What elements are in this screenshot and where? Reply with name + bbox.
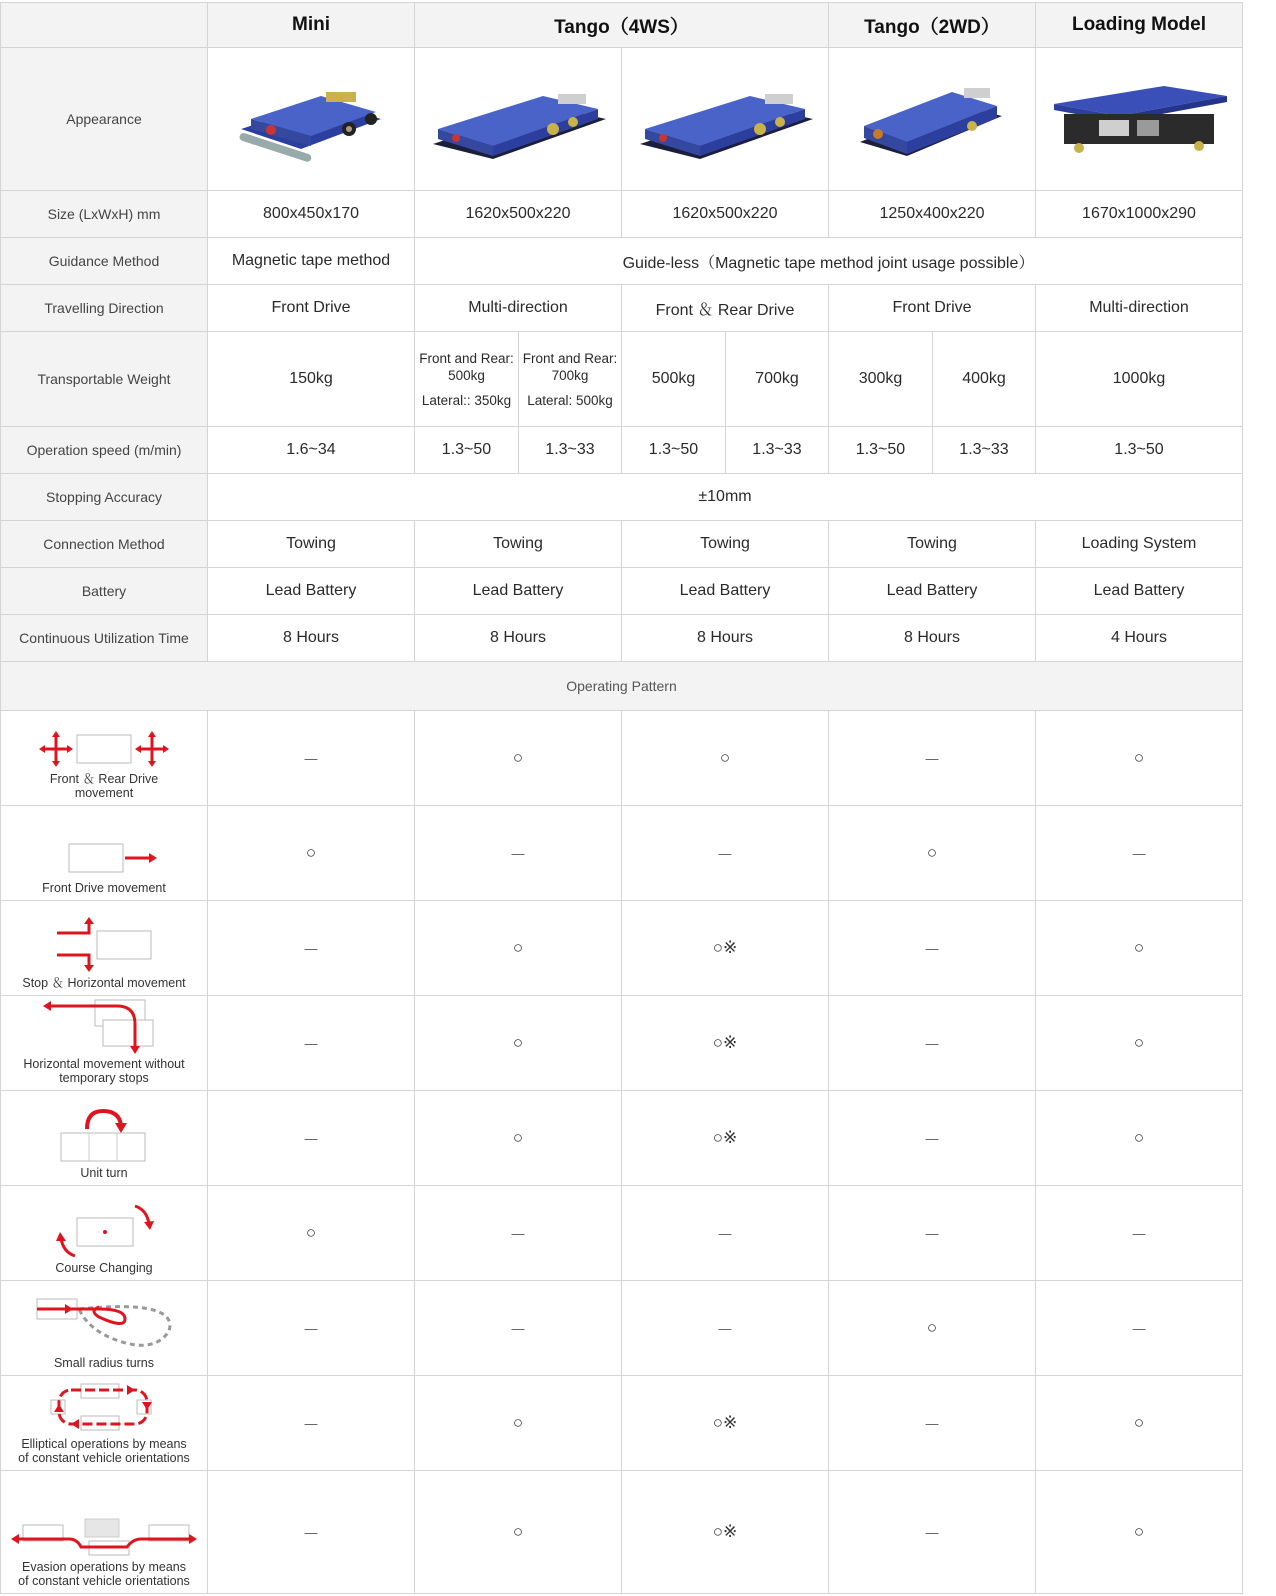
mark-horizontal-no-stop-loading: ○ xyxy=(1035,995,1243,1091)
mark-elliptical-loading: ○ xyxy=(1035,1375,1243,1471)
header-corner xyxy=(0,2,208,48)
direction-loading: Multi-direction xyxy=(1035,284,1243,332)
direction-tango-4ws-b: Front ＆ Rear Drive xyxy=(621,284,829,332)
speed-tango-4ws-1: 1.3~50 xyxy=(414,426,519,474)
label-direction: Travelling Direction xyxy=(0,284,208,332)
small-radius-diagram-icon xyxy=(29,1295,179,1353)
mark-stop-horizontal-tango-2wd: － xyxy=(828,900,1036,996)
weight-tango-4ws-2-bottom: Lateral: 500kg xyxy=(527,392,613,408)
battery-tango-4ws-a: Lead Battery xyxy=(414,567,622,615)
utilization-tango-2wd: 8 Hours xyxy=(828,614,1036,662)
pattern-label: Horizontal movement without temporary stops xyxy=(23,1057,185,1085)
horizontal-no-stop-diagram-icon xyxy=(39,996,169,1054)
connection-tango-4ws-a: Towing xyxy=(414,520,622,568)
robot-mini-image xyxy=(231,74,391,164)
mark-course-changing-tango-4ws-b: － xyxy=(621,1185,829,1281)
utilization-tango-4ws-b: 8 Hours xyxy=(621,614,829,662)
direction-tango-2wd: Front Drive xyxy=(828,284,1036,332)
header-tango-2wd: Tango（2WD） xyxy=(828,2,1036,48)
front-drive-diagram-icon xyxy=(39,838,169,878)
mark-course-changing-tango-2wd: － xyxy=(828,1185,1036,1281)
direction-tango-4ws-a: Multi-direction xyxy=(414,284,622,332)
mark-elliptical-tango-4ws-b: ○※ xyxy=(621,1375,829,1471)
mark-front-rear-loading: ○ xyxy=(1035,710,1243,806)
label-battery: Battery xyxy=(0,567,208,615)
label-speed: Operation speed (m/min) xyxy=(0,426,208,474)
mark-stop-horizontal-mini: － xyxy=(207,900,415,996)
mark-front-rear-tango-4ws-a: ○ xyxy=(414,710,622,806)
image-loading-model xyxy=(1035,47,1243,191)
label-weight: Transportable Weight xyxy=(0,331,208,427)
mark-front-drive-tango-4ws-b: － xyxy=(621,805,829,901)
evasion-diagram-icon xyxy=(9,1517,199,1557)
speed-tango-2wd-2: 1.3~33 xyxy=(932,426,1036,474)
stop-horizontal-diagram-icon xyxy=(39,917,169,973)
header-mini: Mini xyxy=(207,2,415,48)
mark-elliptical-tango-2wd: － xyxy=(828,1375,1036,1471)
course-changing-diagram-icon xyxy=(39,1200,169,1258)
mark-small-radius-tango-2wd: ○ xyxy=(828,1280,1036,1376)
pattern-course-changing xyxy=(0,1185,208,1281)
mark-unit-turn-tango-4ws-a: ○ xyxy=(414,1090,622,1186)
pattern-horizontal-no-stop xyxy=(0,995,208,1091)
mark-small-radius-mini: － xyxy=(207,1280,415,1376)
mark-front-drive-mini: ○ xyxy=(207,805,415,901)
image-tango-2wd xyxy=(828,47,1036,191)
guidance-others: Guide-less（Magnetic tape method joint usage possible） xyxy=(414,237,1243,285)
label-guidance: Guidance Method xyxy=(0,237,208,285)
weight-tango-2wd-1: 300kg xyxy=(828,331,933,427)
connection-loading: Loading System xyxy=(1035,520,1243,568)
speed-tango-4ws-4: 1.3~33 xyxy=(725,426,829,474)
mark-elliptical-tango-4ws-a: ○ xyxy=(414,1375,622,1471)
mark-horizontal-no-stop-tango-2wd: － xyxy=(828,995,1036,1091)
pattern-evasion xyxy=(0,1470,208,1594)
mark-horizontal-no-stop-tango-4ws-b: ○※ xyxy=(621,995,829,1091)
direction-mini: Front Drive xyxy=(207,284,415,332)
weight-mini: 150kg xyxy=(207,331,415,427)
mark-evasion-tango-4ws-a: ○ xyxy=(414,1470,622,1594)
robot-tango-4ws-b-image xyxy=(635,74,815,164)
mark-small-radius-tango-4ws-a: － xyxy=(414,1280,622,1376)
mark-stop-horizontal-tango-4ws-b: ○※ xyxy=(621,900,829,996)
mark-evasion-loading: ○ xyxy=(1035,1470,1243,1594)
weight-tango-4ws-4: 700kg xyxy=(725,331,829,427)
mark-evasion-mini: － xyxy=(207,1470,415,1594)
image-mini xyxy=(207,47,415,191)
speed-tango-2wd-1: 1.3~50 xyxy=(828,426,933,474)
pattern-elliptical xyxy=(0,1375,208,1471)
label-appearance: Appearance xyxy=(0,47,208,191)
size-tango-4ws-b: 1620x500x220 xyxy=(621,190,829,238)
pattern-small-radius xyxy=(0,1280,208,1376)
weight-tango-4ws-1 xyxy=(414,331,519,427)
pattern-unit-turn xyxy=(0,1090,208,1186)
unit-turn-diagram-icon xyxy=(39,1105,169,1163)
battery-mini: Lead Battery xyxy=(207,567,415,615)
size-loading: 1670x1000x290 xyxy=(1035,190,1243,238)
mark-front-drive-tango-2wd: ○ xyxy=(828,805,1036,901)
robot-loading-image xyxy=(1049,74,1229,164)
speed-loading: 1.3~50 xyxy=(1035,426,1243,474)
utilization-loading: 4 Hours xyxy=(1035,614,1243,662)
battery-tango-2wd: Lead Battery xyxy=(828,567,1036,615)
pattern-label: Small radius turns xyxy=(53,1356,155,1370)
header-loading-model: Loading Model xyxy=(1035,2,1243,48)
mark-unit-turn-loading: ○ xyxy=(1035,1090,1243,1186)
label-size: Size (LxWxH) mm xyxy=(0,190,208,238)
speed-tango-4ws-2: 1.3~33 xyxy=(518,426,622,474)
operating-pattern-header: Operating Pattern xyxy=(0,661,1243,711)
mark-course-changing-mini: ○ xyxy=(207,1185,415,1281)
connection-tango-2wd: Towing xyxy=(828,520,1036,568)
battery-tango-4ws-b: Lead Battery xyxy=(621,567,829,615)
mark-evasion-tango-4ws-b: ○※ xyxy=(621,1470,829,1594)
weight-tango-4ws-3: 500kg xyxy=(621,331,726,427)
label-stopping: Stopping Accuracy xyxy=(0,473,208,521)
mark-small-radius-loading: － xyxy=(1035,1280,1243,1376)
size-tango-2wd: 1250x400x220 xyxy=(828,190,1036,238)
utilization-tango-4ws-a: 8 Hours xyxy=(414,614,622,662)
label-utilization: Continuous Utilization Time xyxy=(0,614,208,662)
mark-unit-turn-mini: － xyxy=(207,1090,415,1186)
mark-evasion-tango-2wd: － xyxy=(828,1470,1036,1594)
mark-front-drive-loading: － xyxy=(1035,805,1243,901)
weight-tango-2wd-2: 400kg xyxy=(932,331,1036,427)
mark-unit-turn-tango-2wd: － xyxy=(828,1090,1036,1186)
pattern-label: Front Drive movement xyxy=(42,881,166,895)
image-tango-4ws-b xyxy=(621,47,829,191)
weight-tango-4ws-2-top: Front and Rear: 700kg xyxy=(522,350,618,383)
robot-tango-4ws-a-image xyxy=(428,74,608,164)
pattern-label: Unit turn xyxy=(80,1166,128,1180)
robot-tango-2wd-image xyxy=(852,74,1012,164)
speed-mini: 1.6~34 xyxy=(207,426,415,474)
mark-front-rear-mini: － xyxy=(207,710,415,806)
mark-course-changing-loading: － xyxy=(1035,1185,1243,1281)
speed-tango-4ws-3: 1.3~50 xyxy=(621,426,726,474)
pattern-front-rear-drive xyxy=(0,710,208,806)
connection-tango-4ws-b: Towing xyxy=(621,520,829,568)
spec-table xyxy=(0,2,1243,1594)
mark-front-rear-tango-2wd: － xyxy=(828,710,1036,806)
mark-stop-horizontal-tango-4ws-a: ○ xyxy=(414,900,622,996)
weight-tango-4ws-2 xyxy=(518,331,622,427)
stopping-value: ±10mm xyxy=(207,473,1243,521)
mark-course-changing-tango-4ws-a: － xyxy=(414,1185,622,1281)
mark-small-radius-tango-4ws-b: － xyxy=(621,1280,829,1376)
weight-tango-4ws-1-top: Front and Rear: 500kg xyxy=(419,350,514,383)
mark-front-drive-tango-4ws-a: － xyxy=(414,805,622,901)
guidance-mini: Magnetic tape method xyxy=(207,237,415,285)
elliptical-diagram-icon xyxy=(39,1380,169,1434)
front-rear-drive-diagram-icon xyxy=(39,729,169,769)
mark-unit-turn-tango-4ws-b: ○※ xyxy=(621,1090,829,1186)
connection-mini: Towing xyxy=(207,520,415,568)
mark-horizontal-no-stop-mini: － xyxy=(207,995,415,1091)
pattern-label: Evasion operations by means of constant vehicle orientations xyxy=(18,1560,190,1588)
weight-loading: 1000kg xyxy=(1035,331,1243,427)
size-tango-4ws-a: 1620x500x220 xyxy=(414,190,622,238)
pattern-stop-horizontal xyxy=(0,900,208,996)
pattern-label: Front ＆ Rear Drive movement xyxy=(49,772,159,800)
header-tango-4ws: Tango（4WS） xyxy=(414,2,829,48)
battery-loading: Lead Battery xyxy=(1035,567,1243,615)
mark-stop-horizontal-loading: ○ xyxy=(1035,900,1243,996)
mark-horizontal-no-stop-tango-4ws-a: ○ xyxy=(414,995,622,1091)
mark-front-rear-tango-4ws-b: ○ xyxy=(621,710,829,806)
pattern-label: Stop ＆ Horizontal movement xyxy=(22,976,186,990)
pattern-label: Elliptical operations by means of constant vehicle orientations xyxy=(18,1437,190,1465)
utilization-mini: 8 Hours xyxy=(207,614,415,662)
size-mini: 800x450x170 xyxy=(207,190,415,238)
pattern-label: Course Changing xyxy=(55,1261,153,1275)
mark-elliptical-mini: － xyxy=(207,1375,415,1471)
label-connection: Connection Method xyxy=(0,520,208,568)
pattern-front-drive xyxy=(0,805,208,901)
weight-tango-4ws-1-bottom: Lateral:: 350kg xyxy=(421,392,512,408)
image-tango-4ws-a xyxy=(414,47,622,191)
